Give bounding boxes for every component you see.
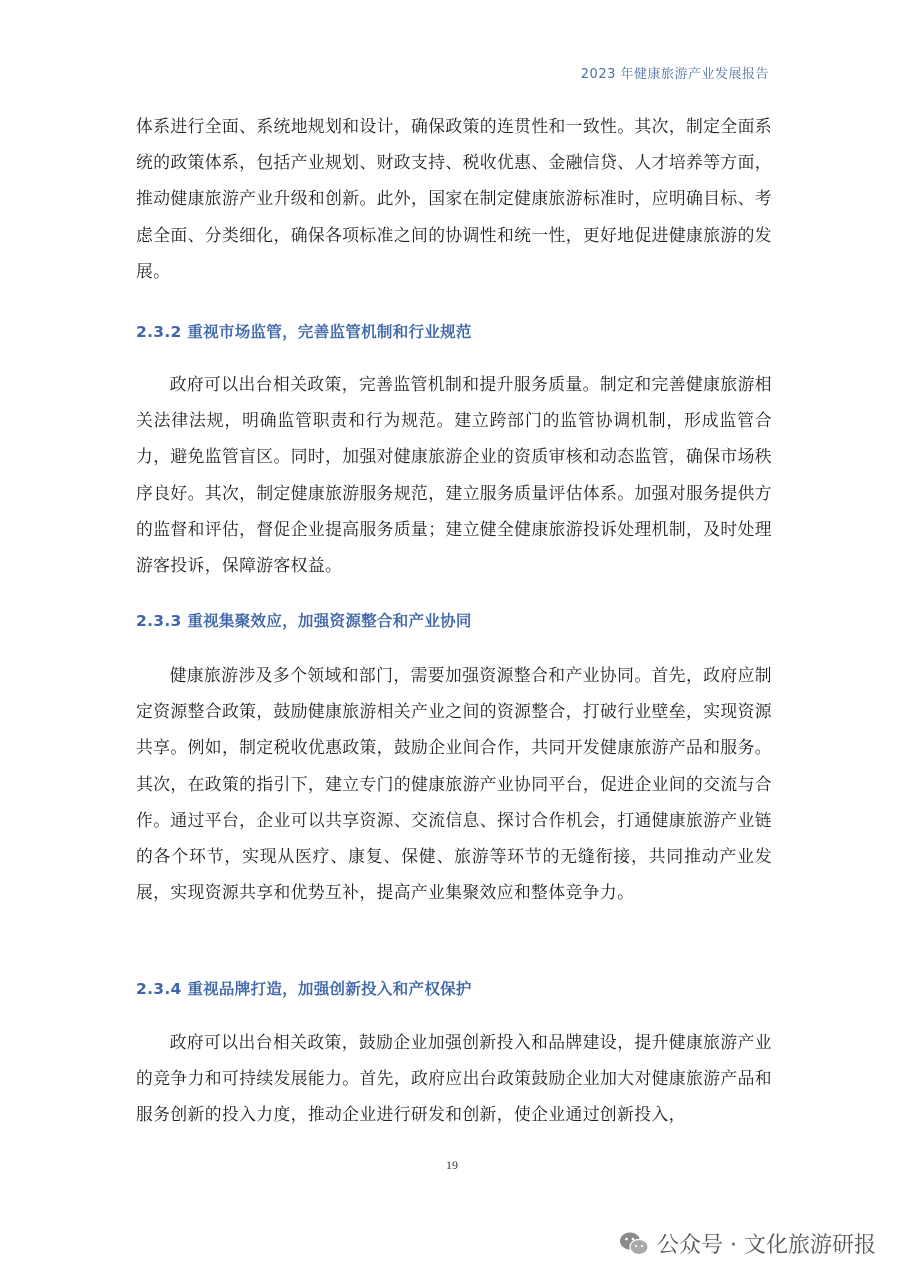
- running-header: 2023 年健康旅游产业发展报告: [580, 67, 769, 82]
- wechat-icon: [619, 1231, 649, 1257]
- paragraph: 体系进行全面、系统地规划和设计，确保政策的连贯性和一致性。其次，制定全面系统的政策体系，包括产业规划、财政支持、税收优惠、金融信贷、人才培养等方面，推动健康旅游产业升级和创新。此外，国家在制定健康旅游标准时，应明确目标、考虑全面、分类细化，确保各项标准之间的协调性和统一性，更好地促进健康旅游的发展。: [136, 116, 772, 281]
- section-text-block: [136, 657, 772, 910]
- section-text-block: [136, 1024, 772, 1133]
- paragraph: 政府可以出台相关政策，鼓励企业加强创新投入和品牌建设，提升健康旅游产业的竞争力和可持续发展能力。首先，政府应出台政策鼓励企业加大对健康旅游产品和服务创新的投入力度，推动企业进行研发和创新，使企业通过创新投入，: [136, 1032, 772, 1125]
- watermark-text: 公众号 · 文化旅游研报: [657, 1233, 876, 1258]
- section-heading: 2.3.4 重视品牌打造，加强创新投入和产权保护: [136, 980, 472, 998]
- section-text-block: [136, 366, 772, 583]
- paragraph: 健康旅游涉及多个领域和部门，需要加强资源整合和产业协同。首先，政府应制定资源整合政策，鼓励健康旅游相关产业之间的资源整合，打破行业壁垒，实现资源共享。例如，制定税收优惠政策，鼓励企业间合作，共同开发健康旅游产品和服务。其次，在政策的指引下，建立专门的健康旅游产业协同平台，促进企业间的交流与合作。通过平台，企业可以共享资源、交流信息、探讨合作机会，打通健康旅游产业链的各个环节，实现从医疗、康复、保健、旅游等环节的无缝衔接，共同推动产业发展，实现资源共享和优势互补，提高产业集聚效应和整体竞争力。: [136, 665, 772, 903]
- page-number: 19: [446, 1158, 458, 1172]
- paragraph: 政府可以出台相关政策，完善监管机制和提升服务质量。制定和完善健康旅游相关法律法规，明确监管职责和行为规范。建立跨部门的监管协调机制，形成监管合力，避免监管盲区。同时，加强对健康旅游企业的资质审核和动态监管，确保市场秩序良好。其次，制定健康旅游服务规范，建立服务质量评估体系。加强对服务提供方的监督和评估，督促企业提高服务质量；建立健全健康旅游投诉处理机制，及时处理游客投诉，保障游客权益。: [136, 374, 772, 576]
- section-heading: 2.3.3 重视集聚效应，加强资源整合和产业协同: [136, 612, 472, 630]
- watermark: [619, 1228, 876, 1259]
- intro-text-block: [136, 108, 772, 289]
- section-heading: 2.3.2 重视市场监管，完善监管机制和行业规范: [136, 323, 472, 341]
